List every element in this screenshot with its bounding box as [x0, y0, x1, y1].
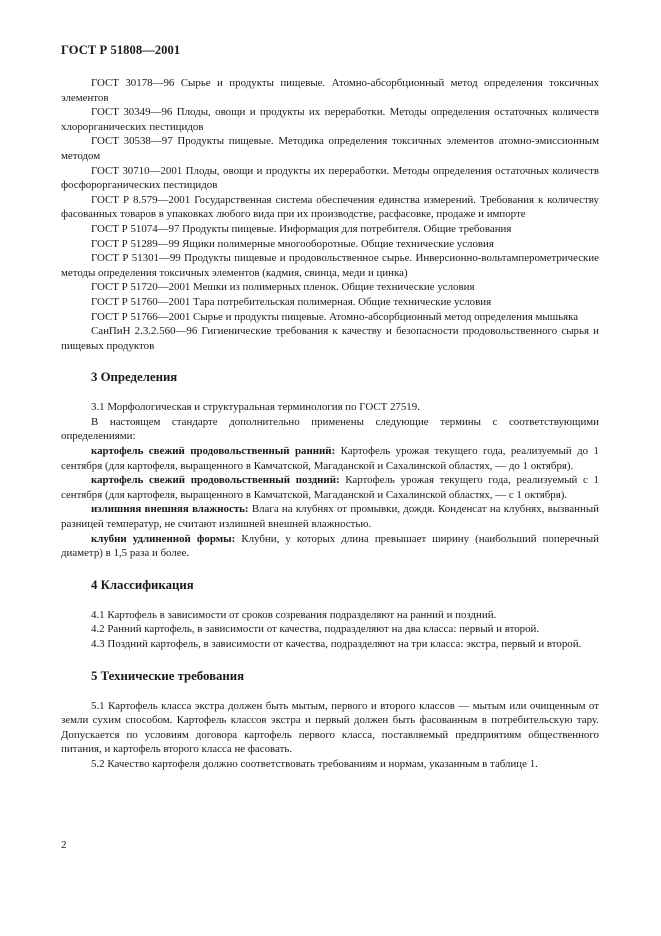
document-header: ГОСТ Р 51808—2001	[61, 43, 181, 57]
reference-item: ГОСТ 30349—96 Плоды, овощи и продукты их переработки. Методы определения остаточных количеств хлорорганических пестицидов	[61, 106, 599, 133]
definition-text: Клубни, у которых длина превышает ширину (наибольший поперечный диаметр) в 1,5 раза и более.	[61, 532, 599, 560]
reference-item: ГОСТ Р 51289—99 Ящики полимерные многооборотные. Общие технические условия	[91, 237, 494, 250]
definition-term: излишняя внешняя влажность:	[91, 503, 249, 516]
definition-text: Влага на клубнях от промывки, дождя. Конденсат на клубнях, вызванный разницей температур, не считают излишней внешней влажностью.	[61, 503, 599, 531]
references-list	[61, 76, 599, 353]
reference-item: ГОСТ 30178—96 Сырье и продукты пищевые. Атомно-абсорбционный метод определения токсичных элементов	[61, 77, 599, 104]
document-body	[61, 76, 599, 772]
definition-item	[61, 502, 599, 531]
section-4-heading: 4 Классификация	[91, 577, 194, 592]
reference-item: ГОСТ Р 51301—99 Продукты пищевые и продовольственное сырье. Инверсионно-вольтамперометрические методы определения токсичных элементов (кадмия, свинца, меди и цинка)	[61, 252, 599, 279]
reference-item: СанПиН 2.3.2.560—96 Гигиенические требования к качеству и безопасности продовольственного сырья и пищевых продуктов	[61, 325, 599, 352]
paragraph-4-2: 4.2 Ранний картофель, в зависимости от качества, подразделяют на два класса: первый и второй.	[91, 623, 540, 636]
reference-item: ГОСТ Р 8.579—2001 Государственная система обеспечения единства измерений. Требования к количеству фасованных товаров в упаковках любого вида при их производстве, расфасовке, продаже и импорте	[61, 193, 599, 221]
reference-item: ГОСТ Р 51760—2001 Тара потребительская полимерная. Общие технические условия	[91, 295, 492, 308]
paragraph-3-1: 3.1 Морфологическая и структуральная терминология по ГОСТ 27519.	[91, 401, 420, 414]
definition-text: Картофель урожая текущего года, реализуемый с 1 сентября (для картофеля, выращенного в Камчатской, Магаданской и Сахалинской областях, — с 1 октября).	[61, 474, 599, 501]
reference-item: ГОСТ Р 51720—2001 Мешки из полимерных пленок. Общие технические условия	[91, 281, 475, 294]
paragraph-definitions-intro: В настоящем стандарте дополнительно применены следующие термины с соответствующими определениями:	[61, 415, 599, 443]
definition-item	[61, 444, 599, 473]
reference-item: ГОСТ 30538—97 Продукты пищевые. Методика определения токсичных элементов атомно-эмиссионным методом	[61, 135, 599, 162]
paragraph-4-1: 4.1 Картофель в зависимости от сроков созревания подразделяют на ранний и поздний.	[91, 608, 497, 621]
definition-term: картофель свежий продовольственный поздний:	[91, 474, 340, 487]
definition-term: клубни удлиненной формы:	[91, 532, 236, 545]
section-5-heading: 5 Технические требования	[91, 668, 245, 683]
definition-text: Картофель урожая текущего года, реализуемый до 1 сентября (для картофеля, выращенного в Камчатской, Магаданской и Сахалинской областях, — до 1 октября).	[61, 445, 599, 472]
definition-item	[61, 473, 599, 502]
definition-item	[61, 532, 599, 561]
reference-item: ГОСТ Р 51074—97 Продукты пищевые. Информация для потребителя. Общие требования	[91, 222, 512, 235]
paragraph-4-3: 4.3 Поздний картофель, в зависимости от качества, подразделяют на три класса: экстра, первый и второй.	[91, 638, 582, 650]
paragraph-5-1: 5.1 Картофель класса экстра должен быть мытым, первого и второго классов — мытым или очищенным от земли сухим способом. Картофель классов экстра и первый должен быть фасованным в потребительскую тару. Допускается по условиям договора картофель первого класса, поставляемый предприятиям общественного питания, и картофель второго класса не фасовать.	[61, 699, 599, 756]
reference-item: ГОСТ 30710—2001 Плоды, овощи и продукты их переработки. Методы определения остаточных количеств фосфорорганических пестицидов	[61, 164, 599, 192]
page-number: 2	[61, 839, 67, 851]
reference-item: ГОСТ Р 51766—2001 Сырье и продукты пищевые. Атомно-абсорбционный метод определения мышьяка	[91, 310, 579, 323]
definition-term: картофель свежий продовольственный ранний:	[91, 445, 336, 458]
paragraph-5-2: 5.2 Качество картофеля должно соответствовать требованиям и нормам, указанным в таблице 1.	[91, 757, 538, 770]
section-3-heading: 3 Определения	[91, 370, 178, 385]
